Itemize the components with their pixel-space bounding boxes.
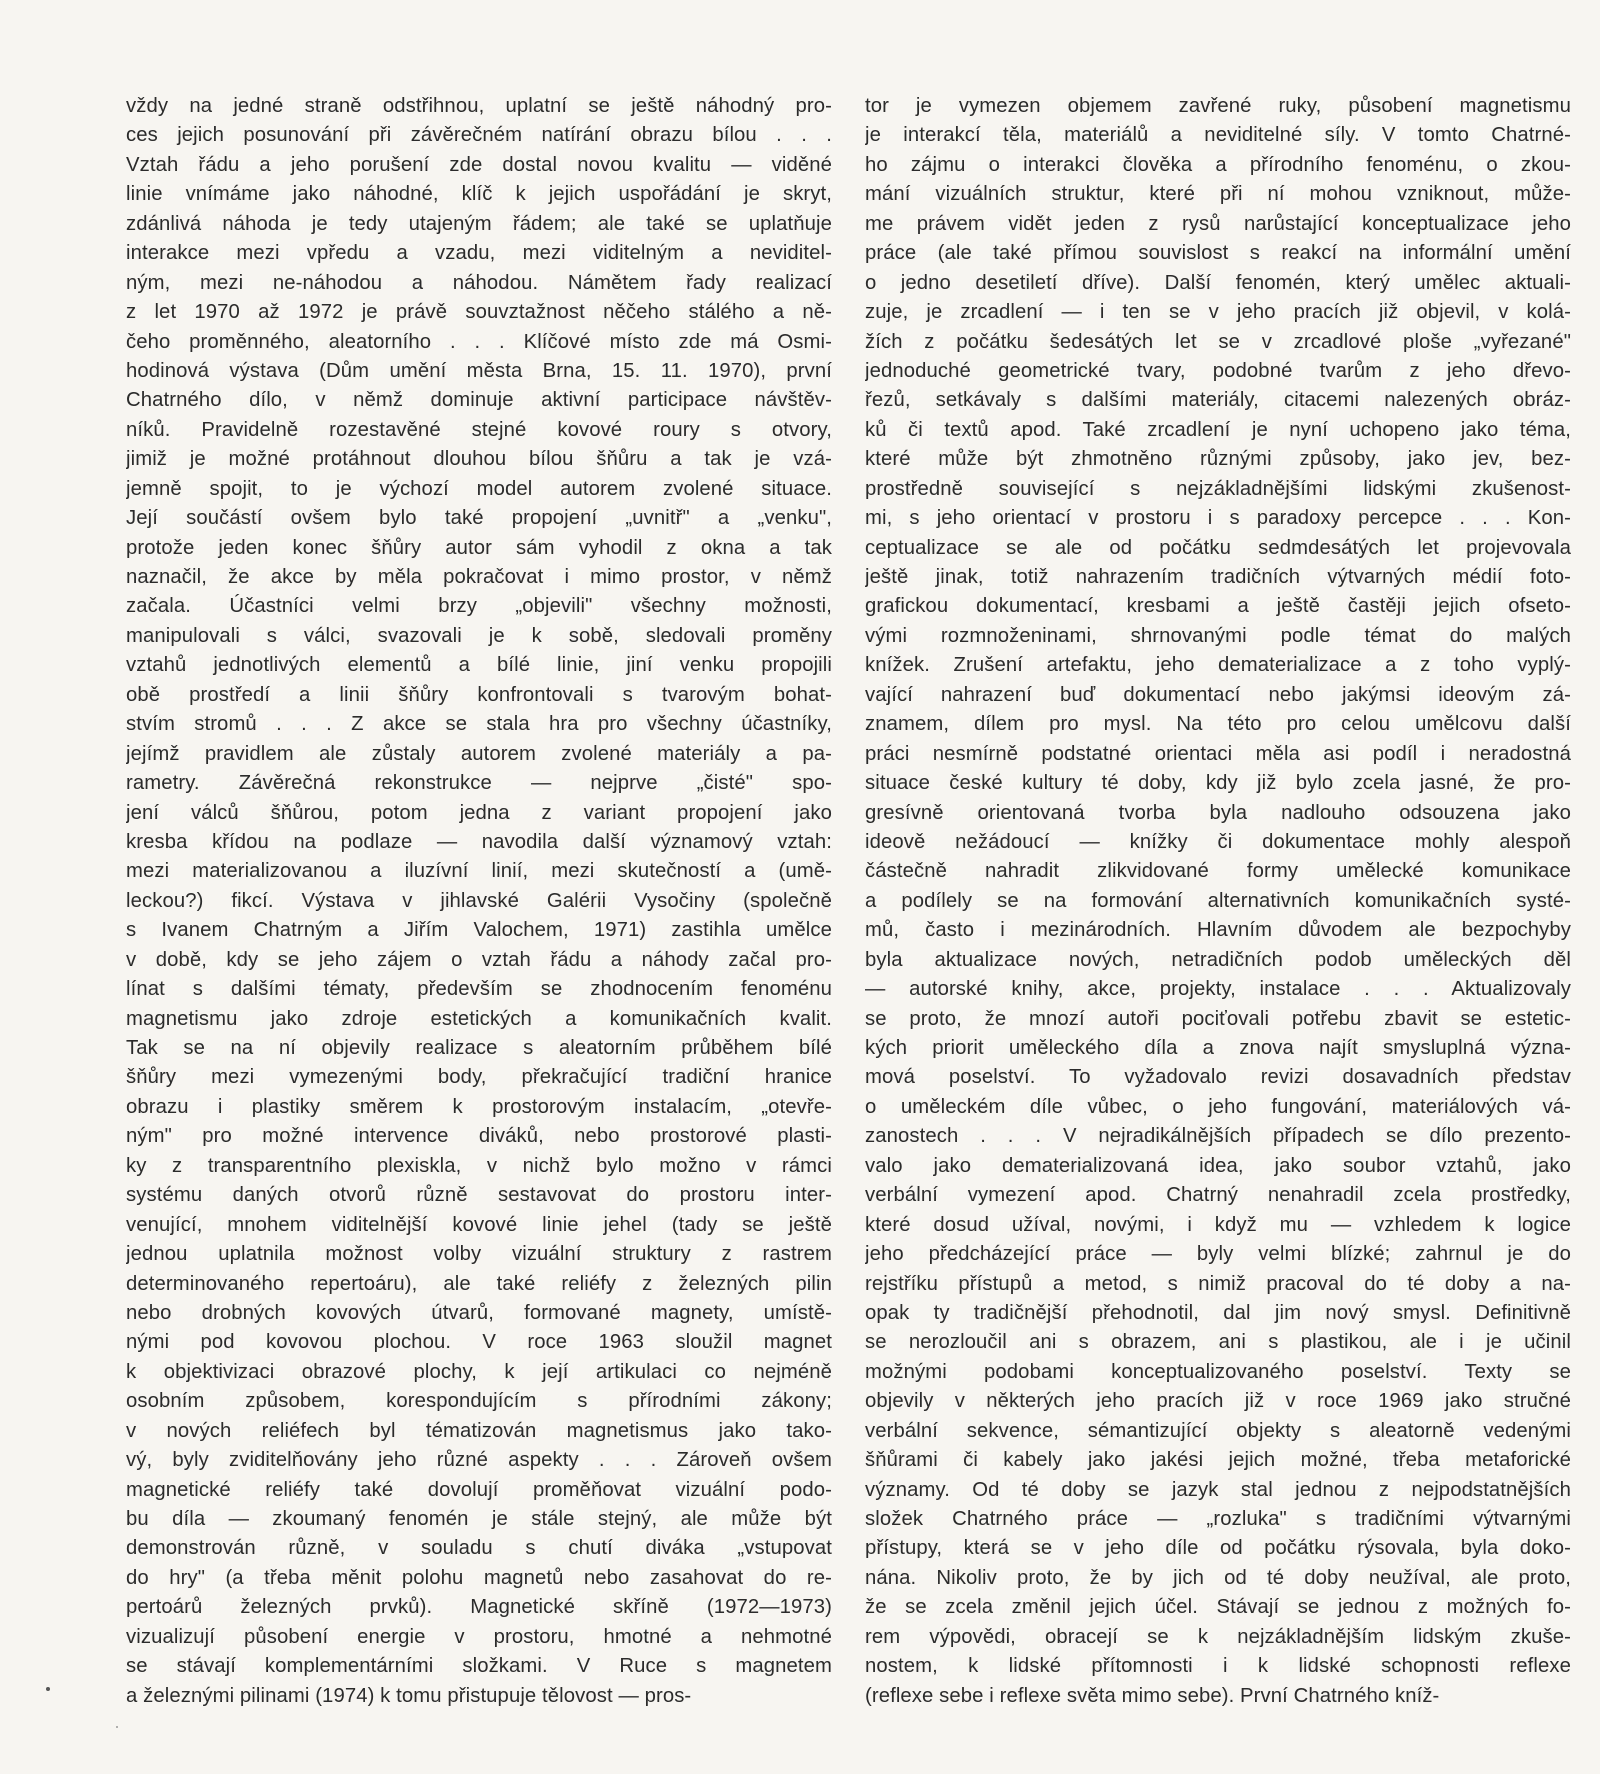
text-line: práce (ale také přímou souvislost s reakcí na informální umění: [865, 242, 1571, 265]
text-line: jednoduché geometrické tvary, podobné tvarům z jeho dřevo-: [865, 359, 1571, 382]
text-line: — autorské knihy, akce, projekty, instalace . . . Aktualizovaly: [865, 978, 1571, 1001]
text-line: línat s dalšími tématy, především se zhodnocením fenoménu: [126, 978, 832, 1001]
text-line: řezů, setkávaly s dalšími materiály, citacemi nalezených obráz-: [865, 389, 1571, 412]
right-text-column: [865, 92, 1571, 1711]
text-line: vztahů jednotlivých elementů a bílé linie, jiní venku propojili: [126, 654, 832, 677]
text-line: Vztah řádu a jeho porušení zde dostal novou kvalitu — viděné: [126, 153, 832, 176]
text-line: manipulovali s válci, svazovali je k sobě, sledovali proměny: [126, 624, 832, 647]
text-line: jimiž je možné protáhnout dlouhou bílou šňůru a tak je vzá-: [126, 448, 832, 471]
text-line: jemně spojit, to je výchozí model autorem zvolené situace.: [126, 477, 832, 500]
text-line: vý, byly zviditelňovány jeho různé aspekty . . . Zároveň ovšem: [126, 1449, 832, 1472]
text-line: vající nahrazení buď dokumentací nebo jakýmsi ideovým zá-: [865, 683, 1571, 706]
text-line: ještě jinak, totiž nahrazením tradičních výtvarných médií foto-: [865, 566, 1571, 588]
text-line: Chatrného dílo, v němž dominuje aktivní participace návštěv-: [126, 389, 832, 412]
text-line: gresívně orientovaná tvorba byla nadlouho odsouzena jako: [865, 801, 1571, 824]
text-line: níků. Pravidelně rozestavěné stejné kovové roury s otvory,: [126, 418, 832, 441]
text-line: mová poselství. To vyžadovalo revizi dosavadních představ: [865, 1066, 1571, 1089]
text-line: jednou uplatnila možnost volby vizuální struktury z rastrem: [126, 1243, 832, 1266]
text-line: čeho proměnného, aleatorního . . . Klíčové místo zde má Osmi-: [126, 330, 832, 353]
text-line: ceptualizace se ale od počátku sedmdesátých let projevovala: [865, 536, 1571, 559]
text-line: jení válců šňůrou, potom jedna z variant propojení jako: [126, 801, 832, 824]
text-line: obě prostředí a linii šňůry konfrontovali s tvarovým bohat-: [126, 683, 832, 706]
text-line: ků či textů apod. Také zrcadlení je nyní uchopeno jako téma,: [865, 418, 1571, 441]
text-line: prostředně související s nejzákladnějšími lidskými zkušenost-: [865, 477, 1571, 500]
text-line: ideově nežádoucí — knížky či dokumentace mohly alespoň: [865, 830, 1571, 853]
text-line: ným, mezi ne-náhodou a náhodou. Námětem řady realizací: [126, 271, 832, 294]
text-line: verbální sekvence, sémantizující objekty s aleatorně vedenými: [865, 1419, 1571, 1442]
text-line: Její součástí ovšem bylo také propojení „uvnitř" a „venku",: [126, 507, 832, 530]
text-line: že se zcela změnil jejich účel. Stávají se jednou z možných fo-: [865, 1596, 1571, 1619]
text-line: žích z počátku šedesátých let se v zrcadlové ploše „vyřezané": [865, 330, 1571, 353]
text-line: vými rozmnoženinami, shrnovanými podle témat do malých: [865, 624, 1571, 647]
text-line: se nerozloučil ani s obrazem, ani s plastikou, ale i je učinil: [865, 1331, 1571, 1354]
text-line: o uměleckém díle vůbec, o jeho fungování, materiálových vá-: [865, 1095, 1571, 1118]
text-line: ces jejich posunování při závěrečném natírání obrazu bílou . . .: [126, 124, 832, 147]
text-line: linie vnímáme jako náhodné, klíč k jejich uspořádání je skryt,: [126, 183, 832, 206]
text-line: Tak se na ní objevily realizace s aleatorním průběhem bílé: [126, 1037, 832, 1059]
text-line: (reflexe sebe i reflexe světa mimo sebe). První Chatrného kníž-: [865, 1684, 1440, 1707]
text-line: šňůrami či kabely jako jakési jejich možné, třeba metaforické: [865, 1449, 1571, 1472]
text-line: možnými podobami konceptualizovaného poselství. Texty se: [865, 1360, 1571, 1383]
text-line: ho zájmu o interakci člověka a přírodního fenoménu, o zkou-: [865, 153, 1571, 176]
text-line: objevily v některých jeho pracích již v roce 1969 jako stručné: [865, 1390, 1571, 1413]
text-line: grafickou dokumentací, kresbami a ještě častěji jejich ofseto-: [865, 595, 1571, 618]
text-line: složek Chatrného práce — „rozluka" s tradičními výtvarnými: [865, 1508, 1571, 1530]
text-line: vždy na jedné straně odstřihnou, uplatní se ještě náhodný pro-: [126, 95, 832, 117]
text-line: tor je vymezen objemem zavřené ruky, působení magnetismu: [865, 95, 1571, 117]
text-line: které může být zhmotněno různými způsoby, jako jev, bez-: [865, 448, 1571, 471]
text-line: nebo drobných kovových útvarů, formované magnety, umístě-: [126, 1301, 832, 1324]
text-line: do hry" (a třeba měnit polohu magnetů nebo zasahovat do re-: [126, 1566, 832, 1589]
text-line: částečně nahradit zlikvidované formy umělecké komunikace: [865, 860, 1571, 883]
text-line: protože jeden konec šňůry autor sám vyhodil z okna a tak: [126, 536, 832, 559]
text-line: rametry. Závěrečná rekonstrukce — nejprve „čisté" spo-: [126, 772, 832, 795]
text-line: bu díla — zkoumaný fenomén je stále stejný, ale může být: [126, 1508, 832, 1530]
text-line: zanostech . . . V nejradikálnějších případech se dílo prezento-: [865, 1125, 1571, 1148]
text-line: v nových reliéfech byl tématizován magnetismus jako tako-: [126, 1419, 832, 1442]
text-line: knížek. Zrušení artefaktu, jeho dematerializace a z toho vyplý-: [865, 654, 1571, 677]
text-line: interakce mezi vpředu a vzadu, mezi viditelným a neviditel-: [126, 242, 832, 265]
text-line: v době, kdy se jeho zájem o vztah řádu a náhody začal pro-: [126, 948, 832, 971]
text-line: verbální vymezení apod. Chatrný nenahradil zcela prostředky,: [865, 1184, 1571, 1207]
text-line: mání vizuálních struktur, které při ní mohou vzniknout, může-: [865, 183, 1571, 206]
text-line: demonstrován různě, v souladu s chutí diváka „vstupovat: [126, 1537, 832, 1560]
text-line: kých priorit uměleckého díla a znova najít smysluplná význa-: [865, 1037, 1571, 1059]
text-line: rejstříku přístupů a metod, s nimiž pracoval do té doby a na-: [865, 1272, 1571, 1295]
text-line: práci nesmírně podstatné orientaci měla asi podíl i neradostná: [865, 742, 1571, 765]
text-line: je interakcí těla, materiálů a neviditelné síly. V tomto Chatrné-: [865, 124, 1571, 147]
text-line: které dosud užíval, novými, i když mu — vzhledem k logice: [865, 1213, 1571, 1236]
print-speck: [116, 1726, 118, 1728]
text-line: k objektivizaci obrazové plochy, k její artikulaci co nejméně: [126, 1360, 832, 1383]
text-line: se stávají komplementárními složkami. V Ruce s magnetem: [126, 1655, 832, 1678]
text-line: situace české kultury té doby, kdy již bylo zcela jasné, že pro-: [865, 772, 1571, 795]
text-line: opak ty tradičnější přehodnotil, dal jim nový smysl. Definitivně: [865, 1301, 1571, 1324]
text-line: kresba křídou na podlaze — navodila další významový vztah:: [126, 830, 832, 853]
text-line: ným" pro možné intervence diváků, nebo prostorové plasti-: [126, 1125, 832, 1148]
text-line: znamem, dílem pro mysl. Na této pro celou umělcovu další: [865, 713, 1571, 736]
text-line: obrazu i plastiky směrem k prostorovým instalacím, „otevře-: [126, 1095, 832, 1118]
text-line: jejímž pravidlem ale zůstaly autorem zvolené materiály a pa-: [126, 742, 832, 765]
text-line: leckou?) fikcí. Výstava v jihlavské Galérii Vysočiny (společně: [126, 889, 832, 912]
text-line: magnetické reliéfy také dovolují proměňovat vizuální podo-: [126, 1478, 832, 1501]
left-text-column: [126, 92, 832, 1711]
text-line: zuje, je zrcadlení — i ten se v jeho pracích již objevil, v kolá-: [865, 301, 1571, 324]
text-line: a podílely se na formování alternativních komunikačních systé-: [865, 889, 1571, 912]
text-line: nostem, k lidské přítomnosti i k lidské schopnosti reflexe: [865, 1655, 1571, 1678]
text-line: me právem vidět jeden z rysů narůstající konceptualizace jeho: [865, 212, 1571, 235]
text-line: jeho předcházející práce — byly velmi blízké; zahrnul je do: [865, 1243, 1571, 1266]
text-line: venující, mnohem viditelnější kovové linie jehel (tady se ještě: [126, 1213, 832, 1236]
text-line: z let 1970 až 1972 je právě souvztažnost něčeho stálého a ně-: [126, 301, 832, 324]
text-line: mezi materializovanou a iluzívní linií, mezi skutečností a (umě-: [126, 860, 832, 883]
text-line: o jedno desetiletí dříve). Další fenomén, který umělec aktuali-: [865, 271, 1571, 294]
text-line: magnetismu jako zdroje estetických a komunikačních kvalit.: [126, 1007, 832, 1030]
text-line: valo jako dematerializovaná idea, jako soubor vztahů, jako: [865, 1154, 1571, 1177]
text-line: nými pod kovovou plochou. V roce 1963 sloužil magnet: [126, 1331, 832, 1354]
text-line: zdánlivá náhoda je tedy utajeným řádem; ale také se uplatňuje: [126, 212, 832, 235]
text-line: osobním způsobem, korespondujícím s přírodními zákony;: [126, 1390, 832, 1413]
text-line: mů, často i mezinárodních. Hlavním důvodem ale bezpochyby: [865, 919, 1571, 942]
text-line: vizualizují působení energie v prostoru, hmotné a nehmotné: [126, 1625, 832, 1648]
text-line: pertoárů železných prvků). Magnetické skříně (1972—1973): [126, 1596, 832, 1619]
text-line: nána. Nikoliv proto, že by jich od té doby neužíval, ale proto,: [865, 1566, 1571, 1589]
text-line: hodinová výstava (Dům umění města Brna, 15. 11. 1970), první: [126, 359, 832, 382]
text-line: přístupy, která se v jeho díle od počátku rýsovala, byla doko-: [865, 1537, 1571, 1560]
text-line: determinovaného repertoáru), ale také reliéfy z železných pilin: [126, 1272, 832, 1295]
text-line: se proto, že mnozí autoři pociťovali potřebu zbavit se estetic-: [865, 1007, 1571, 1030]
text-line: stvím stromů . . . Z akce se stala hra pro všechny účastníky,: [126, 713, 832, 736]
text-line: významy. Od té doby se jazyk stal jednou z nejpodstatnějších: [865, 1478, 1571, 1501]
text-line: šňůry mezi vymezenými body, překračující tradiční hranice: [126, 1066, 832, 1089]
text-line: ky z transparentního plexiskla, v nichž bylo možno v rámci: [126, 1154, 832, 1177]
text-line: rem výpovědi, obracejí se k nejzákladnějším lidským zkuše-: [865, 1625, 1571, 1648]
text-line: naznačil, že akce by měla pokračovat i mimo prostor, v němž: [126, 566, 832, 588]
text-line: začala. Účastníci velmi brzy „objevili" všechny možnosti,: [126, 595, 832, 618]
text-line: s Ivanem Chatrným a Jiřím Valochem, 1971) zastihla umělce: [126, 919, 832, 942]
text-line: mi, s jeho orientací v prostoru i s paradoxy percepce . . . Kon-: [865, 507, 1571, 530]
text-line: systému daných otvorů různě sestavovat do prostoru inter-: [126, 1184, 832, 1207]
text-line: byla aktualizace nových, netradičních podob uměleckých děl: [865, 948, 1571, 971]
print-speck: [46, 1687, 50, 1691]
text-line: a železnými pilinami (1974) k tomu přistupuje tělovost — pros-: [126, 1684, 692, 1707]
